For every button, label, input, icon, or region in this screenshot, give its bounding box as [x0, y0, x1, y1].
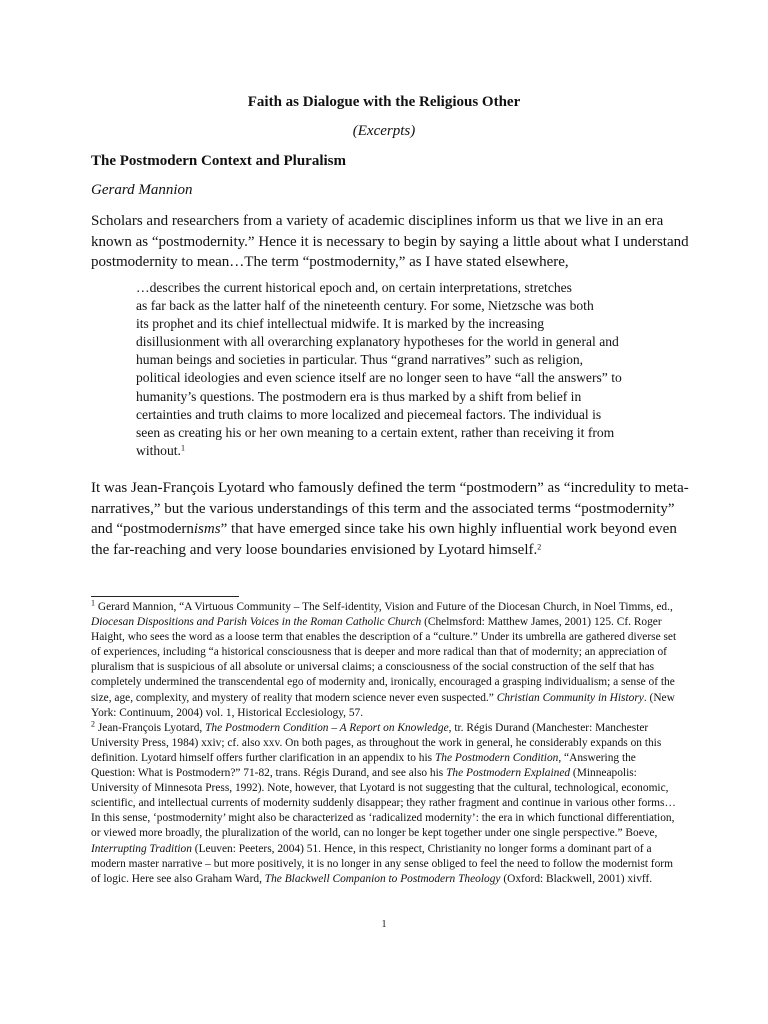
footnote-mark: 2: [91, 719, 95, 729]
page-number: 1: [381, 919, 387, 930]
quote-line: its prophet and its chief intellectual midwife. It is marked by the increasing: [136, 316, 545, 332]
footnote-ref-2[interactable]: 2: [537, 542, 542, 552]
paragraph-text: It was Jean-François Lyotard who famously defined the term “postmodern” as “incredulity to meta-narratives,” but the various understandings of this term and the associated terms “postmodernity” and “postmodern: [91, 480, 689, 537]
footnote-text: (Minneapolis: University of Minnesota Press, 1992). Note, however, that Lyotard is not suggesting that the cultural, technological, economic, scientific, and intellectual currents of modernity suddenly disappear; they rather fragment and continue in various other forms…In this sense, ‘postmodernity’ might also be characterized as ‘radicalized modernity’: the era in which functional differentiation, or viewed more broadly, the pluralization of the world, can no longer be kept together under one single perspective.” Boeve,: [91, 767, 676, 840]
footnote-text: . (New York: Continuum, 2004) vol. 1, Historical Ecclesiology, 57.: [91, 691, 675, 719]
document-subtitle: (Excerpts): [352, 123, 416, 139]
block-quote: [136, 279, 680, 460]
footnote-text: , tr. Régis Durand (Manchester: Manchester University Press, 1984) xxiv; cf. also xxv. On both pages, as throughout the work in general, he considerably expands on this definition. Lyotard himself offers further clarification in an appendix to his: [91, 721, 662, 764]
footnotes: [91, 600, 681, 887]
footnote-title: Interrupting Tradition: [91, 842, 192, 855]
footnote-title: The Blackwell Companion to Postmodern Theology: [264, 872, 501, 885]
footnote-separator: [91, 596, 239, 597]
quote-line: without.: [136, 442, 181, 458]
quote-line: humanity’s questions. The postmodern era is thus marked by a shift from belief in: [136, 388, 582, 404]
quote-line: disillusionment with all overarching explanatory hypotheses for the world in general and: [136, 334, 619, 350]
document-title: Faith as Dialogue with the Religious Other: [247, 94, 521, 110]
footnote-text: (Leuven: Peeters, 2004) 51. Hence, in this respect, Christianity no longer forms a dominant part of a modern master narrative – but more positively, it is no longer in any sense obliged to feel the need to follow the modernist form of logic. Here see also Graham Ward,: [91, 842, 673, 885]
footnote-title: The Postmodern Explained: [446, 767, 571, 780]
footnote-title: The Postmodern Condition – A Report on Knowledge: [205, 721, 449, 734]
footnote-text: , “Answering the Question: What is Postmodern?” 71-82, trans. Régis Durand, and see also his: [91, 751, 636, 780]
footnote-2: [91, 721, 681, 887]
section-heading: The Postmodern Context and Pluralism: [91, 153, 346, 169]
footnote-text: Gerard Mannion, “A Virtuous Community – The Self-identity, Vision and Future of the Diocesan Church, in Noel Timms, ed.,: [95, 601, 673, 613]
footnote-title: The Postmodern Condition: [434, 751, 559, 764]
quote-line: …describes the current historical epoch and, on certain interpretations, stretches: [136, 280, 572, 295]
quote-line: seen as creating his or her own meaning to a certain extent, rather than receiving it from: [136, 424, 615, 440]
footnote-text: (Chelmsford: Matthew James, 2001) 125. Cf. Roger Haight, who sees the word as a loose term that enables the description of a “culture.” Under its umbrella are gathered diverse set of experiences, including “a historical consciousness that is deeper and more radical than that of modernity; an appreciation of pluralism that is suspicious of all absolute or universal claims; a consciousness of the social construction of the self that has completely undermined the transcendental ego of modernity and, ironically, encouraged a grasping individualism; a sense of the size, age, complexity, and mystery of reality that modern science never even suspected.”: [91, 616, 677, 704]
footnote-title: Christian Community in History: [496, 691, 644, 704]
paragraph-emphasis: isms: [193, 521, 221, 537]
quote-line: human beings and societies in particular. Thus “grand narratives” such as religion,: [136, 352, 584, 368]
quote-line: as far back as the latter half of the nineteenth century. For some, Nietzsche was both: [136, 298, 594, 314]
footnote-ref-1[interactable]: 1: [180, 443, 185, 453]
lyotard-paragraph: [91, 478, 691, 560]
footnote-title: Diocesan Dispositions and Parish Voices in the Roman Catholic Church: [91, 616, 422, 629]
footnote-text: Jean-François Lyotard,: [95, 721, 206, 734]
footnote-mark: 1: [91, 598, 95, 608]
quote-line: political ideologies and even science itself are no longer seen to have “all the answers” to: [136, 370, 622, 386]
quote-line: certainties and truth claims to more localized and piecemeal factors. The individual is: [136, 406, 602, 422]
author-name: Gerard Mannion: [91, 182, 193, 198]
paragraph-text: ” that have emerged since take his own highly influential work beyond even the far-reaching and very loose boundaries envisioned by Lyotard himself.: [91, 521, 677, 558]
footnote-1: [91, 600, 681, 721]
footnote-text: (Oxford: Blackwell, 2001) xivff.: [500, 872, 653, 885]
intro-paragraph: Scholars and researchers from a variety of academic disciplines inform us that we live in an era known as “postmodernity.” Hence it is necessary to begin by saying a little about what I understand postmodernity to mean…The term “postmodernity,” as I have stated elsewhere,: [91, 213, 689, 270]
